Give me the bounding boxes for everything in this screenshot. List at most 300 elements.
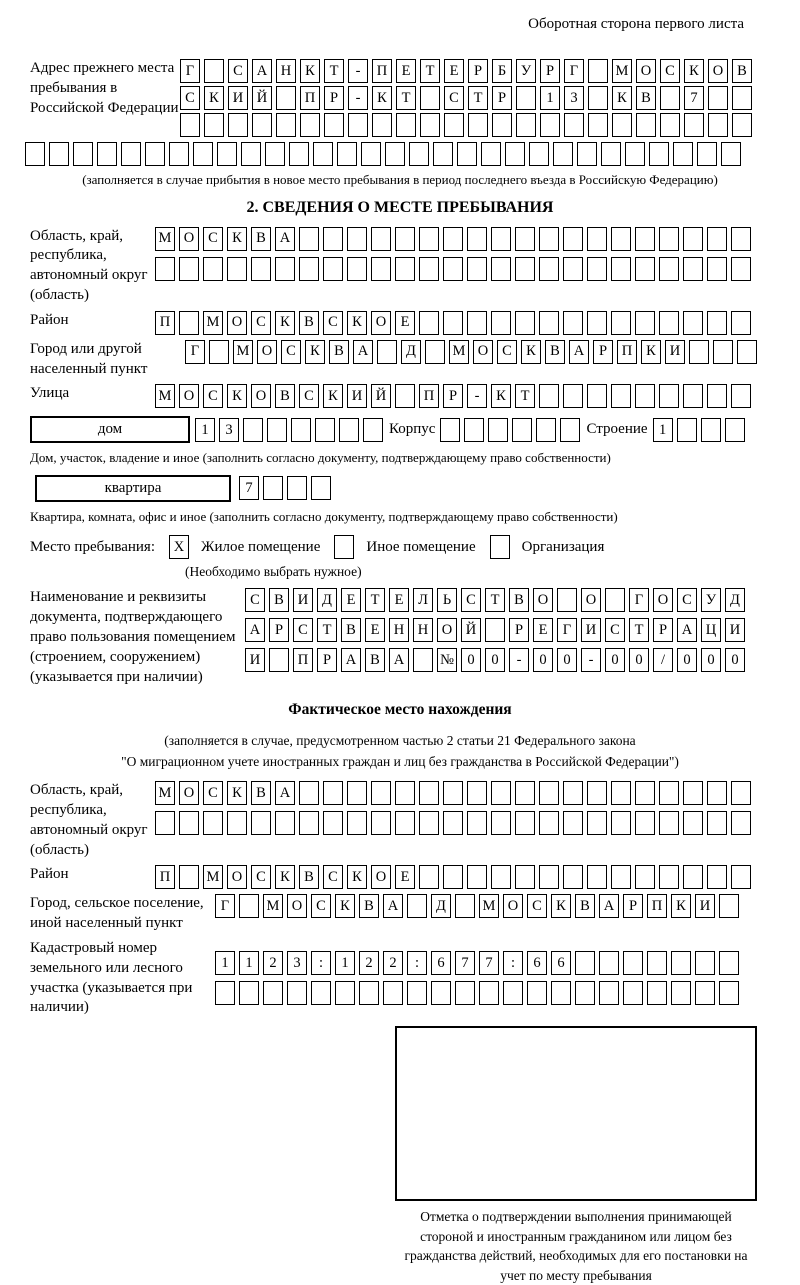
char-cell[interactable] bbox=[611, 865, 631, 889]
char-cell[interactable]: С bbox=[660, 59, 680, 83]
kvartira-field-label[interactable]: квартира bbox=[35, 475, 231, 502]
char-cell[interactable] bbox=[443, 865, 463, 889]
char-cell[interactable] bbox=[383, 981, 403, 1005]
char-cell[interactable] bbox=[467, 781, 487, 805]
char-cell[interactable]: В bbox=[359, 894, 379, 918]
char-cell[interactable] bbox=[407, 981, 427, 1005]
char-cell[interactable] bbox=[731, 811, 751, 835]
char-cell[interactable] bbox=[695, 981, 715, 1005]
char-cell[interactable] bbox=[587, 781, 607, 805]
char-cell[interactable] bbox=[647, 951, 667, 975]
char-cell[interactable]: М bbox=[203, 865, 223, 889]
char-cell[interactable] bbox=[337, 142, 357, 166]
char-cell[interactable] bbox=[623, 981, 643, 1005]
char-cell[interactable]: К bbox=[491, 384, 511, 408]
char-cell[interactable]: И bbox=[665, 340, 685, 364]
char-cell[interactable] bbox=[708, 86, 728, 110]
char-cell[interactable]: Р bbox=[653, 618, 673, 642]
char-cell[interactable] bbox=[635, 865, 655, 889]
char-cell[interactable] bbox=[505, 142, 525, 166]
char-cell[interactable] bbox=[203, 257, 223, 281]
char-cell[interactable] bbox=[707, 257, 727, 281]
char-cell[interactable] bbox=[443, 781, 463, 805]
char-cell[interactable] bbox=[204, 59, 224, 83]
char-cell[interactable]: К bbox=[227, 227, 247, 251]
char-cell[interactable]: О bbox=[179, 781, 199, 805]
char-cell[interactable]: А bbox=[353, 340, 373, 364]
char-cell[interactable] bbox=[335, 981, 355, 1005]
char-cell[interactable] bbox=[689, 340, 709, 364]
char-cell[interactable]: О bbox=[371, 865, 391, 889]
char-cell[interactable] bbox=[371, 257, 391, 281]
char-cell[interactable]: 1 bbox=[335, 951, 355, 975]
char-cell[interactable] bbox=[732, 113, 752, 137]
char-cell[interactable] bbox=[300, 113, 320, 137]
char-cell[interactable] bbox=[299, 227, 319, 251]
char-cell[interactable]: В bbox=[732, 59, 752, 83]
char-cell[interactable] bbox=[419, 811, 439, 835]
char-cell[interactable] bbox=[635, 311, 655, 335]
char-cell[interactable]: Ц bbox=[701, 618, 721, 642]
char-cell[interactable]: : bbox=[503, 951, 523, 975]
char-cell[interactable]: Т bbox=[515, 384, 535, 408]
char-cell[interactable] bbox=[385, 142, 405, 166]
char-cell[interactable] bbox=[491, 227, 511, 251]
char-cell[interactable]: К bbox=[335, 894, 355, 918]
char-cell[interactable] bbox=[707, 227, 727, 251]
char-cell[interactable] bbox=[659, 865, 679, 889]
char-cell[interactable] bbox=[443, 811, 463, 835]
char-cell[interactable]: О bbox=[227, 865, 247, 889]
char-cell[interactable]: И bbox=[245, 648, 265, 672]
char-cell[interactable] bbox=[713, 340, 733, 364]
char-cell[interactable]: С bbox=[323, 311, 343, 335]
char-cell[interactable]: И bbox=[695, 894, 715, 918]
char-cell[interactable] bbox=[468, 113, 488, 137]
char-cell[interactable]: Р bbox=[509, 618, 529, 642]
char-cell[interactable] bbox=[299, 781, 319, 805]
char-cell[interactable]: 1 bbox=[215, 951, 235, 975]
char-cell[interactable] bbox=[611, 781, 631, 805]
char-cell[interactable]: Р bbox=[468, 59, 488, 83]
char-cell[interactable]: Д bbox=[401, 340, 421, 364]
char-cell[interactable]: У bbox=[516, 59, 536, 83]
char-cell[interactable] bbox=[601, 142, 621, 166]
char-cell[interactable] bbox=[539, 865, 559, 889]
char-cell[interactable] bbox=[587, 865, 607, 889]
char-cell[interactable]: К bbox=[227, 781, 247, 805]
char-cell[interactable] bbox=[49, 142, 69, 166]
char-cell[interactable] bbox=[515, 811, 535, 835]
char-cell[interactable]: 0 bbox=[605, 648, 625, 672]
char-cell[interactable] bbox=[659, 811, 679, 835]
char-cell[interactable]: : bbox=[311, 951, 331, 975]
char-cell[interactable] bbox=[588, 59, 608, 83]
char-cell[interactable]: Г bbox=[564, 59, 584, 83]
char-cell[interactable] bbox=[563, 384, 583, 408]
char-cell[interactable]: Д bbox=[431, 894, 451, 918]
char-cell[interactable]: А bbox=[252, 59, 272, 83]
char-cell[interactable] bbox=[673, 142, 693, 166]
char-cell[interactable]: М bbox=[155, 227, 175, 251]
char-cell[interactable] bbox=[443, 227, 463, 251]
char-cell[interactable] bbox=[587, 384, 607, 408]
char-cell[interactable] bbox=[263, 981, 283, 1005]
char-cell[interactable] bbox=[251, 811, 271, 835]
char-cell[interactable] bbox=[731, 384, 751, 408]
char-cell[interactable] bbox=[324, 113, 344, 137]
char-cell[interactable]: Р bbox=[593, 340, 613, 364]
checkbox-zhiloe-pomeshchenie[interactable]: X bbox=[169, 535, 189, 559]
char-cell[interactable]: В bbox=[299, 311, 319, 335]
char-cell[interactable] bbox=[464, 418, 484, 442]
char-cell[interactable]: Е bbox=[533, 618, 553, 642]
char-cell[interactable]: 1 bbox=[653, 418, 673, 442]
char-cell[interactable]: Р bbox=[540, 59, 560, 83]
char-cell[interactable] bbox=[575, 981, 595, 1005]
char-cell[interactable] bbox=[228, 113, 248, 137]
char-cell[interactable] bbox=[377, 340, 397, 364]
char-cell[interactable]: 0 bbox=[725, 648, 745, 672]
char-cell[interactable] bbox=[635, 257, 655, 281]
char-cell[interactable] bbox=[481, 142, 501, 166]
char-cell[interactable]: С bbox=[605, 618, 625, 642]
char-cell[interactable] bbox=[227, 811, 247, 835]
char-cell[interactable] bbox=[707, 311, 727, 335]
char-cell[interactable]: Б bbox=[492, 59, 512, 83]
char-cell[interactable] bbox=[291, 418, 311, 442]
char-cell[interactable] bbox=[287, 476, 307, 500]
char-cell[interactable]: Н bbox=[276, 59, 296, 83]
char-cell[interactable] bbox=[455, 981, 475, 1005]
char-cell[interactable]: Т bbox=[365, 588, 385, 612]
char-cell[interactable] bbox=[479, 981, 499, 1005]
char-cell[interactable]: Е bbox=[396, 59, 416, 83]
char-cell[interactable]: 3 bbox=[564, 86, 584, 110]
char-cell[interactable] bbox=[227, 257, 247, 281]
char-cell[interactable]: П bbox=[647, 894, 667, 918]
char-cell[interactable] bbox=[539, 781, 559, 805]
char-cell[interactable] bbox=[311, 981, 331, 1005]
char-cell[interactable]: М bbox=[155, 384, 175, 408]
char-cell[interactable] bbox=[611, 257, 631, 281]
char-cell[interactable] bbox=[731, 865, 751, 889]
char-cell[interactable]: А bbox=[389, 648, 409, 672]
char-cell[interactable] bbox=[649, 142, 669, 166]
char-cell[interactable] bbox=[659, 311, 679, 335]
char-cell[interactable]: П bbox=[155, 865, 175, 889]
char-cell[interactable]: Й bbox=[461, 618, 481, 642]
char-cell[interactable] bbox=[339, 418, 359, 442]
char-cell[interactable]: 2 bbox=[263, 951, 283, 975]
char-cell[interactable]: В bbox=[545, 340, 565, 364]
char-cell[interactable] bbox=[612, 113, 632, 137]
char-cell[interactable]: С bbox=[281, 340, 301, 364]
char-cell[interactable]: К bbox=[305, 340, 325, 364]
char-cell[interactable]: И bbox=[228, 86, 248, 110]
char-cell[interactable] bbox=[491, 311, 511, 335]
char-cell[interactable] bbox=[492, 113, 512, 137]
char-cell[interactable] bbox=[395, 257, 415, 281]
char-cell[interactable] bbox=[588, 86, 608, 110]
char-cell[interactable] bbox=[611, 384, 631, 408]
char-cell[interactable] bbox=[419, 865, 439, 889]
char-cell[interactable] bbox=[540, 113, 560, 137]
char-cell[interactable] bbox=[708, 113, 728, 137]
char-cell[interactable] bbox=[660, 86, 680, 110]
char-cell[interactable]: В bbox=[636, 86, 656, 110]
char-cell[interactable]: В bbox=[299, 865, 319, 889]
char-cell[interactable] bbox=[347, 227, 367, 251]
char-cell[interactable]: А bbox=[677, 618, 697, 642]
char-cell[interactable] bbox=[697, 142, 717, 166]
char-cell[interactable] bbox=[395, 227, 415, 251]
char-cell[interactable] bbox=[169, 142, 189, 166]
char-cell[interactable] bbox=[419, 311, 439, 335]
char-cell[interactable]: П bbox=[155, 311, 175, 335]
char-cell[interactable] bbox=[315, 418, 335, 442]
char-cell[interactable] bbox=[701, 418, 721, 442]
char-cell[interactable] bbox=[491, 865, 511, 889]
char-cell[interactable] bbox=[145, 142, 165, 166]
char-cell[interactable]: М bbox=[203, 311, 223, 335]
char-cell[interactable] bbox=[503, 981, 523, 1005]
char-cell[interactable] bbox=[155, 811, 175, 835]
char-cell[interactable]: В bbox=[251, 781, 271, 805]
char-cell[interactable] bbox=[683, 311, 703, 335]
char-cell[interactable] bbox=[731, 781, 751, 805]
char-cell[interactable] bbox=[179, 811, 199, 835]
char-cell[interactable] bbox=[683, 811, 703, 835]
char-cell[interactable] bbox=[457, 142, 477, 166]
char-cell[interactable]: О bbox=[437, 618, 457, 642]
char-cell[interactable] bbox=[204, 113, 224, 137]
char-cell[interactable] bbox=[677, 418, 697, 442]
char-cell[interactable] bbox=[539, 257, 559, 281]
char-cell[interactable] bbox=[683, 227, 703, 251]
char-cell[interactable] bbox=[553, 142, 573, 166]
char-cell[interactable] bbox=[707, 865, 727, 889]
char-cell[interactable] bbox=[311, 476, 331, 500]
char-cell[interactable] bbox=[420, 86, 440, 110]
char-cell[interactable] bbox=[455, 894, 475, 918]
char-cell[interactable] bbox=[721, 142, 741, 166]
char-cell[interactable] bbox=[419, 227, 439, 251]
char-cell[interactable] bbox=[371, 811, 391, 835]
char-cell[interactable]: И bbox=[581, 618, 601, 642]
char-cell[interactable] bbox=[695, 951, 715, 975]
char-cell[interactable] bbox=[444, 113, 464, 137]
char-cell[interactable]: Й bbox=[371, 384, 391, 408]
char-cell[interactable]: О bbox=[227, 311, 247, 335]
char-cell[interactable]: С bbox=[251, 865, 271, 889]
char-cell[interactable] bbox=[563, 227, 583, 251]
char-cell[interactable] bbox=[599, 981, 619, 1005]
char-cell[interactable]: К bbox=[684, 59, 704, 83]
char-cell[interactable]: - bbox=[581, 648, 601, 672]
char-cell[interactable]: С bbox=[203, 781, 223, 805]
char-cell[interactable] bbox=[731, 311, 751, 335]
char-cell[interactable]: С bbox=[228, 59, 248, 83]
char-cell[interactable]: Е bbox=[341, 588, 361, 612]
char-cell[interactable]: В bbox=[509, 588, 529, 612]
char-cell[interactable] bbox=[97, 142, 117, 166]
char-cell[interactable]: Т bbox=[485, 588, 505, 612]
char-cell[interactable] bbox=[275, 257, 295, 281]
char-cell[interactable] bbox=[413, 648, 433, 672]
char-cell[interactable]: - bbox=[348, 86, 368, 110]
char-cell[interactable]: К bbox=[275, 865, 295, 889]
char-cell[interactable] bbox=[719, 981, 739, 1005]
char-cell[interactable]: : bbox=[407, 951, 427, 975]
char-cell[interactable]: А bbox=[275, 227, 295, 251]
char-cell[interactable] bbox=[347, 257, 367, 281]
char-cell[interactable] bbox=[683, 257, 703, 281]
char-cell[interactable] bbox=[588, 113, 608, 137]
char-cell[interactable] bbox=[635, 811, 655, 835]
char-cell[interactable]: С bbox=[251, 311, 271, 335]
char-cell[interactable]: 7 bbox=[239, 476, 259, 500]
char-cell[interactable]: Т bbox=[324, 59, 344, 83]
char-cell[interactable]: К bbox=[521, 340, 541, 364]
char-cell[interactable] bbox=[575, 951, 595, 975]
char-cell[interactable] bbox=[516, 86, 536, 110]
char-cell[interactable]: У bbox=[701, 588, 721, 612]
char-cell[interactable] bbox=[179, 311, 199, 335]
char-cell[interactable] bbox=[557, 588, 577, 612]
char-cell[interactable]: О bbox=[581, 588, 601, 612]
char-cell[interactable]: 1 bbox=[195, 418, 215, 442]
char-cell[interactable] bbox=[347, 811, 367, 835]
char-cell[interactable]: - bbox=[348, 59, 368, 83]
char-cell[interactable] bbox=[265, 142, 285, 166]
char-cell[interactable] bbox=[560, 418, 580, 442]
char-cell[interactable]: С bbox=[444, 86, 464, 110]
char-cell[interactable]: В bbox=[275, 384, 295, 408]
char-cell[interactable] bbox=[431, 981, 451, 1005]
char-cell[interactable]: Г bbox=[215, 894, 235, 918]
char-cell[interactable] bbox=[659, 781, 679, 805]
char-cell[interactable] bbox=[659, 227, 679, 251]
char-cell[interactable] bbox=[611, 811, 631, 835]
char-cell[interactable] bbox=[563, 865, 583, 889]
char-cell[interactable]: С bbox=[323, 865, 343, 889]
char-cell[interactable]: С bbox=[293, 618, 313, 642]
char-cell[interactable] bbox=[527, 981, 547, 1005]
char-cell[interactable]: И bbox=[293, 588, 313, 612]
char-cell[interactable] bbox=[323, 257, 343, 281]
char-cell[interactable] bbox=[683, 865, 703, 889]
char-cell[interactable]: Р bbox=[317, 648, 337, 672]
char-cell[interactable]: 2 bbox=[383, 951, 403, 975]
char-cell[interactable] bbox=[659, 257, 679, 281]
char-cell[interactable]: Й bbox=[252, 86, 272, 110]
char-cell[interactable] bbox=[443, 257, 463, 281]
char-cell[interactable]: К bbox=[347, 865, 367, 889]
char-cell[interactable] bbox=[347, 781, 367, 805]
char-cell[interactable] bbox=[371, 227, 391, 251]
char-cell[interactable] bbox=[180, 113, 200, 137]
char-cell[interactable] bbox=[577, 142, 597, 166]
char-cell[interactable]: 0 bbox=[629, 648, 649, 672]
char-cell[interactable] bbox=[323, 811, 343, 835]
char-cell[interactable] bbox=[209, 340, 229, 364]
char-cell[interactable]: 6 bbox=[527, 951, 547, 975]
char-cell[interactable]: К bbox=[641, 340, 661, 364]
char-cell[interactable] bbox=[179, 257, 199, 281]
char-cell[interactable]: С bbox=[497, 340, 517, 364]
char-cell[interactable]: Т bbox=[468, 86, 488, 110]
char-cell[interactable]: Е bbox=[389, 588, 409, 612]
char-cell[interactable]: О bbox=[371, 311, 391, 335]
char-cell[interactable] bbox=[252, 113, 272, 137]
char-cell[interactable]: 7 bbox=[684, 86, 704, 110]
char-cell[interactable] bbox=[611, 227, 631, 251]
char-cell[interactable]: К bbox=[612, 86, 632, 110]
char-cell[interactable]: / bbox=[653, 648, 673, 672]
char-cell[interactable] bbox=[263, 476, 283, 500]
char-cell[interactable] bbox=[269, 648, 289, 672]
char-cell[interactable] bbox=[299, 257, 319, 281]
char-cell[interactable] bbox=[155, 257, 175, 281]
char-cell[interactable]: М bbox=[449, 340, 469, 364]
char-cell[interactable] bbox=[529, 142, 549, 166]
char-cell[interactable] bbox=[419, 257, 439, 281]
char-cell[interactable] bbox=[539, 311, 559, 335]
char-cell[interactable] bbox=[587, 257, 607, 281]
char-cell[interactable]: 0 bbox=[533, 648, 553, 672]
char-cell[interactable]: 6 bbox=[551, 951, 571, 975]
char-cell[interactable]: С bbox=[203, 227, 223, 251]
char-cell[interactable] bbox=[73, 142, 93, 166]
char-cell[interactable] bbox=[563, 257, 583, 281]
char-cell[interactable] bbox=[276, 86, 296, 110]
checkbox-inoe-pomeshchenie[interactable] bbox=[334, 535, 354, 559]
char-cell[interactable]: А bbox=[245, 618, 265, 642]
char-cell[interactable] bbox=[420, 113, 440, 137]
char-cell[interactable]: П bbox=[372, 59, 392, 83]
char-cell[interactable] bbox=[363, 418, 383, 442]
char-cell[interactable] bbox=[275, 811, 295, 835]
char-cell[interactable]: П bbox=[419, 384, 439, 408]
char-cell[interactable]: К bbox=[227, 384, 247, 408]
char-cell[interactable] bbox=[683, 781, 703, 805]
char-cell[interactable]: В bbox=[365, 648, 385, 672]
char-cell[interactable]: А bbox=[599, 894, 619, 918]
char-cell[interactable] bbox=[516, 113, 536, 137]
char-cell[interactable] bbox=[659, 384, 679, 408]
char-cell[interactable]: Е bbox=[444, 59, 464, 83]
char-cell[interactable]: С bbox=[245, 588, 265, 612]
char-cell[interactable] bbox=[467, 865, 487, 889]
char-cell[interactable]: Ь bbox=[437, 588, 457, 612]
char-cell[interactable] bbox=[563, 781, 583, 805]
char-cell[interactable] bbox=[395, 384, 415, 408]
char-cell[interactable]: 0 bbox=[485, 648, 505, 672]
char-cell[interactable]: 6 bbox=[431, 951, 451, 975]
char-cell[interactable] bbox=[25, 142, 45, 166]
char-cell[interactable]: В bbox=[269, 588, 289, 612]
char-cell[interactable] bbox=[563, 311, 583, 335]
char-cell[interactable]: С bbox=[677, 588, 697, 612]
char-cell[interactable]: Д bbox=[317, 588, 337, 612]
char-cell[interactable] bbox=[515, 781, 535, 805]
char-cell[interactable] bbox=[488, 418, 508, 442]
char-cell[interactable] bbox=[539, 384, 559, 408]
char-cell[interactable] bbox=[587, 227, 607, 251]
char-cell[interactable]: И bbox=[725, 618, 745, 642]
char-cell[interactable] bbox=[719, 951, 739, 975]
